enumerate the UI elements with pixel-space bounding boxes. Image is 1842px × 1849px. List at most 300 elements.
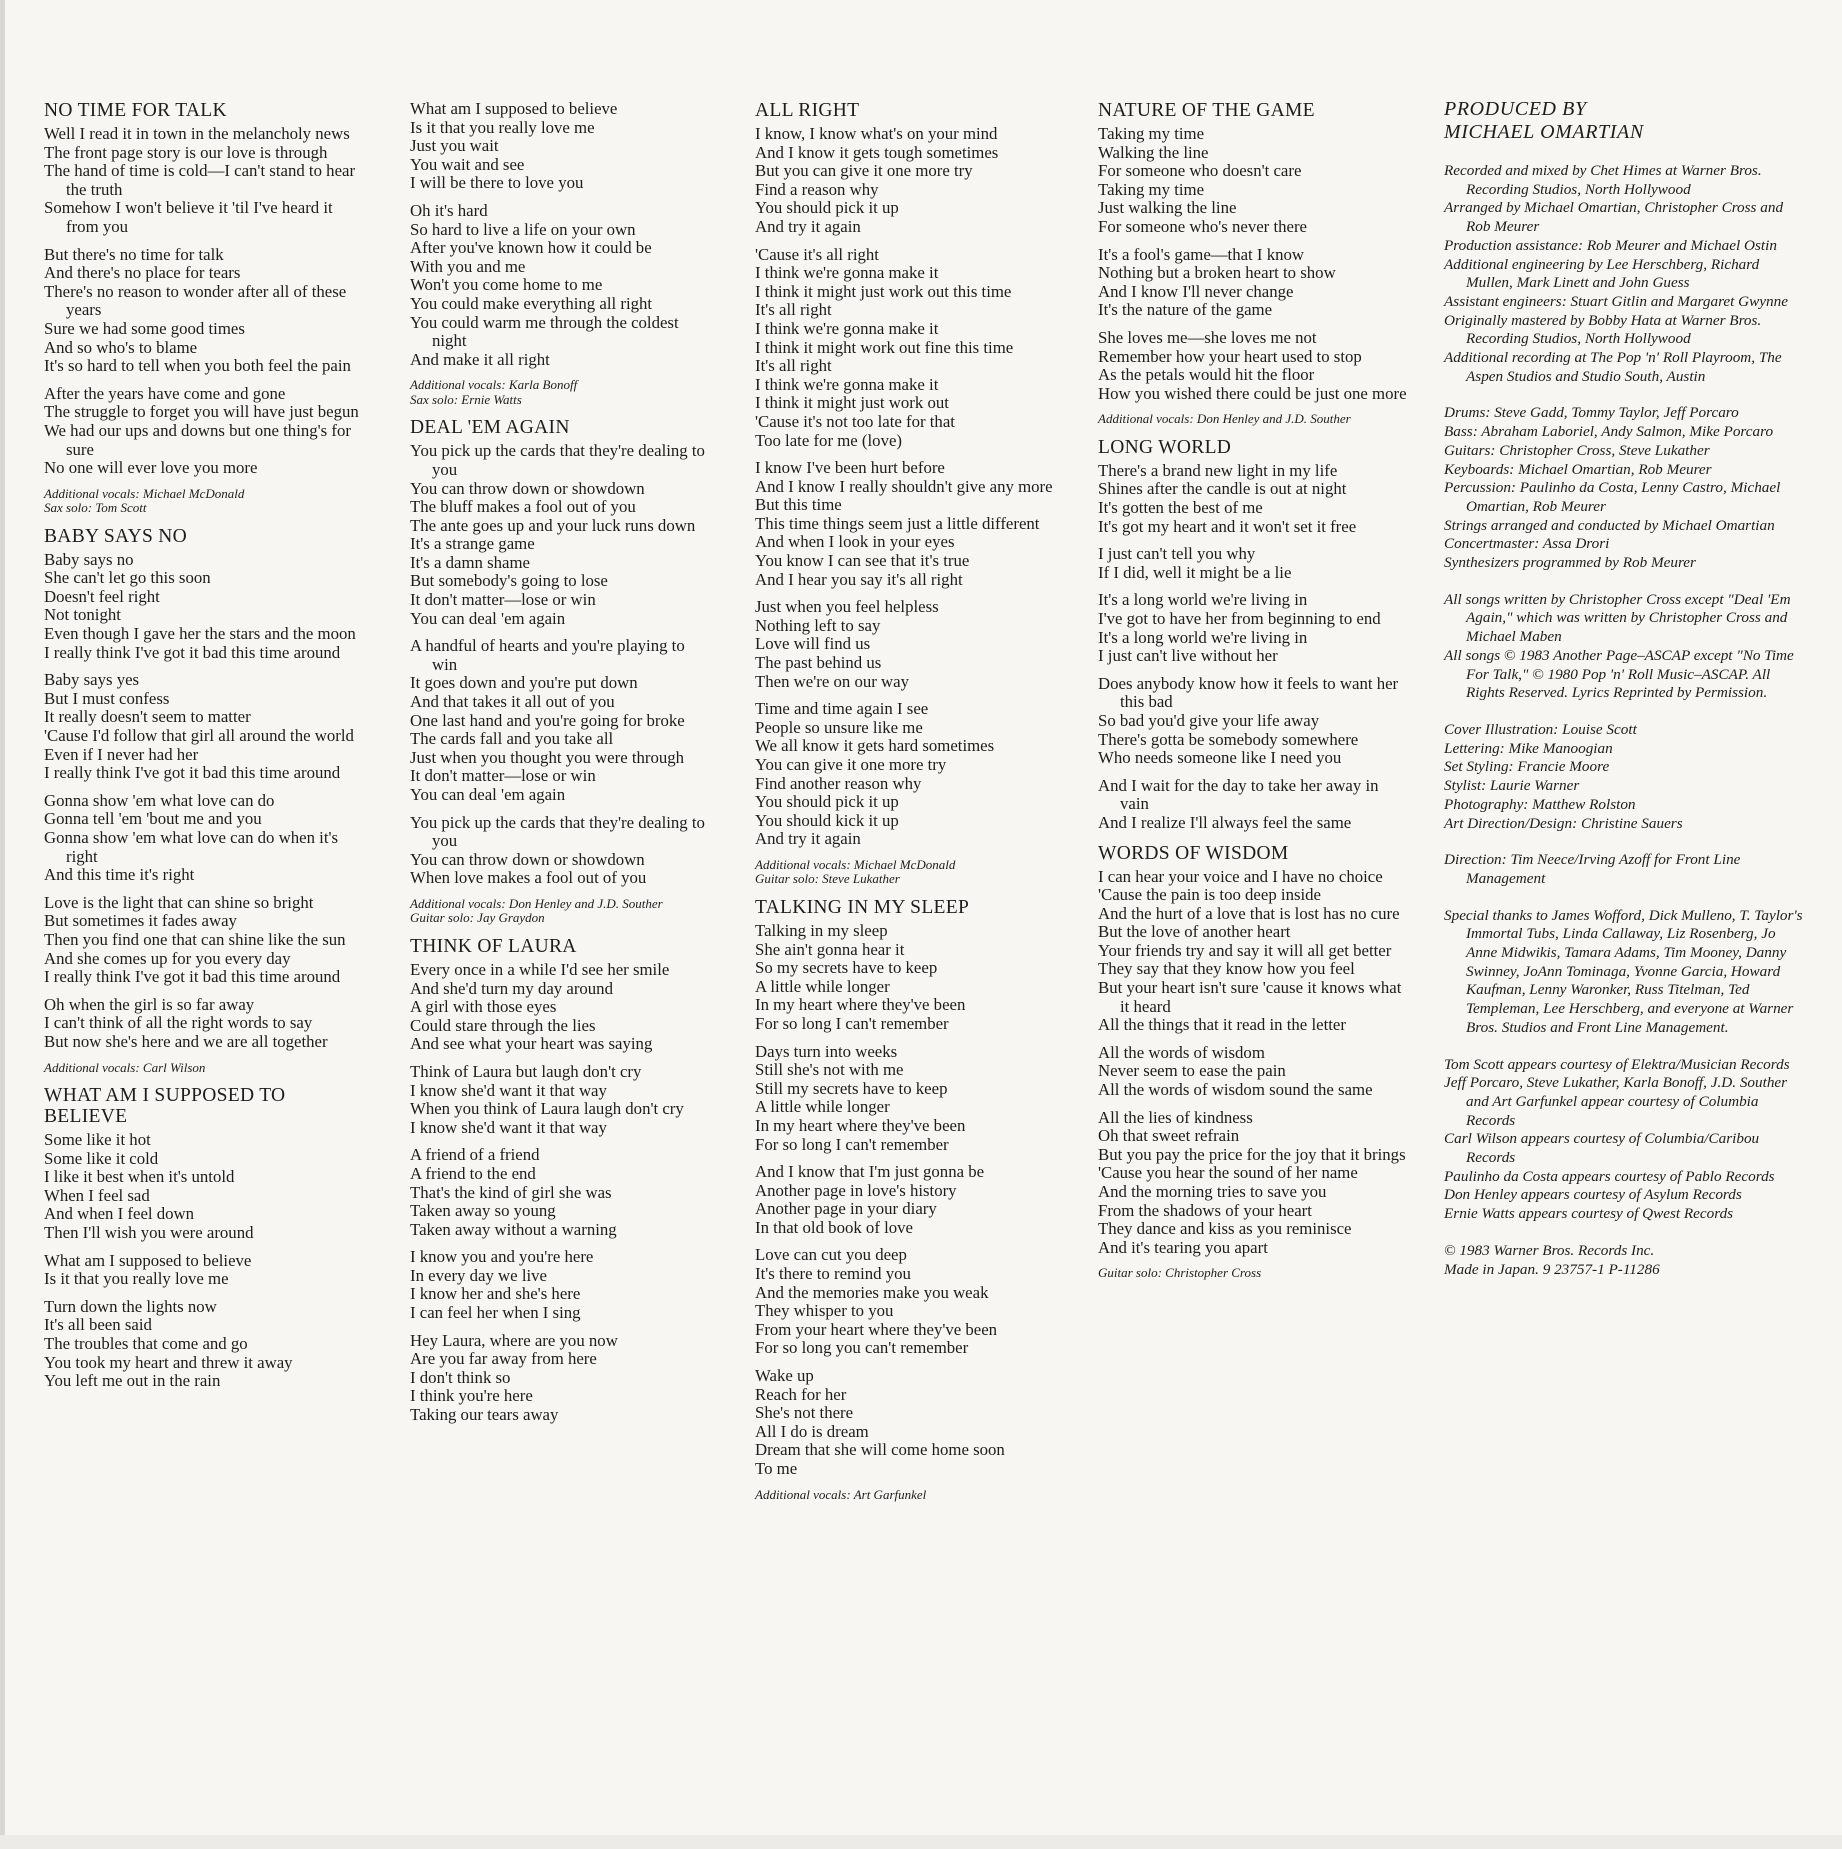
lyric-stanza xyxy=(1098,125,1408,237)
credit-entry: Strings arranged and conducted by Michael Omartian xyxy=(1444,516,1775,534)
lyric-line: If I did, well it might be a lie xyxy=(1098,562,1292,582)
lyric-stanza xyxy=(1098,777,1408,833)
credit-group xyxy=(1444,907,1804,1038)
lyric-stanza xyxy=(755,1246,1060,1358)
lyric-line: Just when you feel helpless xyxy=(755,597,939,617)
song-credits xyxy=(1098,412,1408,427)
lyric-line: You could make everything all right xyxy=(410,293,653,313)
song-credits xyxy=(410,897,710,926)
lyric-line: Shines after the candle is out at night xyxy=(1098,479,1347,499)
lyric-line: Love is the light that can shine so bright xyxy=(44,892,314,912)
lyric-line: And try it again xyxy=(755,216,861,236)
lyric-line: I think it might just work out this time xyxy=(755,281,1012,301)
lyric-line: I don't think so xyxy=(410,1367,511,1387)
lyric-line: It's a long world we're living in xyxy=(1098,590,1308,610)
lyric-line: You pick up the cards that they're dealing to you xyxy=(410,441,705,479)
lyric-line: The ante goes up and your luck runs down xyxy=(410,515,696,535)
lyric-line: She ain't gonna hear it xyxy=(755,939,905,959)
lyric-line: The hand of time is cold—I can't stand to hear the truth xyxy=(44,161,356,199)
credit-group xyxy=(1444,1056,1804,1224)
lyric-line: Sure we had some good times xyxy=(44,318,245,338)
credit-groups xyxy=(1444,162,1804,1279)
song-title: THINK OF LAURA xyxy=(410,935,577,957)
lyric-line: You know I can see that it's true xyxy=(755,551,970,571)
lyric-stanza xyxy=(755,1043,1060,1155)
lyric-line: And the memories make you weak xyxy=(755,1282,989,1302)
lyric-stanza xyxy=(44,125,362,237)
song-title: NATURE OF THE GAME xyxy=(1098,100,1315,121)
lyric-line: Could stare through the lies xyxy=(410,1015,596,1035)
lyric-stanza xyxy=(44,996,362,1052)
song-title: DEAL 'EM AGAIN xyxy=(410,417,570,439)
lyric-line: Turn down the lights now xyxy=(44,1296,217,1316)
lyric-line: It's so hard to tell when you both feel the pain xyxy=(44,356,351,376)
lyric-line: And she comes up for you every day xyxy=(44,948,291,968)
lyric-line: All the words of wisdom sound the same xyxy=(1098,1080,1373,1100)
lyric-line: I can hear your voice and I have no choice xyxy=(1098,866,1383,886)
lyric-line: I know her and she's here xyxy=(410,1284,581,1304)
lyric-line: I think it might just work out xyxy=(755,393,949,413)
lyric-stanza xyxy=(44,1298,362,1391)
credit-line: Guitar solo: Jay Graydon xyxy=(410,910,545,926)
lyric-line: It's a long world we're living in xyxy=(1098,627,1308,647)
lyric-line: I think we're gonna make it xyxy=(755,318,939,338)
lyric-line: And see what your heart was saying xyxy=(410,1034,653,1054)
lyric-line: You should pick it up xyxy=(755,198,899,218)
lyric-line: The bluff makes a fool out of you xyxy=(410,497,636,517)
lyric-line: And the morning tries to save you xyxy=(1098,1182,1327,1201)
lyric-line: Then I'll wish you were around xyxy=(44,1223,254,1242)
song-title: LONG WORLD xyxy=(1098,436,1232,458)
lyric-line: Just when you thought you were through xyxy=(410,747,685,767)
song-title: WORDS OF WISDOM xyxy=(1098,842,1289,864)
credit-line: Sax solo: Tom Scott xyxy=(44,500,147,516)
song-block xyxy=(44,526,362,1075)
credit-entry: Photography: Matthew Rolston xyxy=(1444,795,1636,813)
lyric-line: Gonna show 'em what love can do when it's right xyxy=(44,828,339,866)
lyric-line: Love can cut you deep xyxy=(755,1245,907,1265)
lyric-line: And I hear you say it's all right xyxy=(755,569,963,589)
lyric-line: Taken away without a warning xyxy=(410,1219,617,1239)
credit-line: Additional vocals: Don Henley and J.D. Souther xyxy=(1098,411,1351,427)
lyric-line: In every day we live xyxy=(410,1265,547,1285)
song-block xyxy=(44,1085,362,1391)
lyric-line: Won't you come home to me xyxy=(410,275,603,295)
lyric-line: They whisper to you xyxy=(755,1301,894,1321)
credit-line: Additional vocals: Michael McDonald xyxy=(755,856,956,872)
lyric-stanza xyxy=(44,246,362,376)
lyric-line: A little while longer xyxy=(755,1097,890,1117)
lyric-stanza xyxy=(44,1252,362,1289)
lyric-line: Somehow I won't believe it 'til I've heard it from you xyxy=(44,198,333,236)
song-credits xyxy=(1098,1266,1408,1281)
lyric-line: You should kick it up xyxy=(755,810,899,830)
lyric-stanza xyxy=(755,700,1060,849)
lyric-line: One last hand and you're going for broke xyxy=(410,710,685,730)
lyric-line: Walking the line xyxy=(1098,142,1209,162)
lyric-line: There's gotta be somebody somewhere xyxy=(1098,729,1359,749)
song-title: BABY SAYS NO xyxy=(44,525,188,547)
lyric-line: After the years have come and gone xyxy=(44,383,286,403)
production-credits-column xyxy=(1444,100,1804,1297)
credit-group xyxy=(1444,591,1804,703)
lyric-line: All the words of wisdom xyxy=(1098,1042,1265,1062)
lyric-line: The front page story is our love is through xyxy=(44,142,328,162)
credit-entry: Percussion: Paulinho da Costa, Lenny Castro, Michael Omartian, Rob Meurer xyxy=(1444,479,1781,515)
lyric-line: You can deal 'em again xyxy=(410,608,566,628)
lyric-line: For someone who's never there xyxy=(1098,216,1308,236)
lyric-line: But this time xyxy=(755,495,842,515)
song-credits xyxy=(44,1061,362,1076)
lyric-line: With you and me xyxy=(410,256,526,276)
lyric-line: Even though I gave her the stars and the moon xyxy=(44,624,356,644)
lyric-stanza xyxy=(755,246,1060,451)
lyric-line: There's a brand new light in my life xyxy=(1098,460,1338,480)
lyric-line: But the love of another heart xyxy=(1098,922,1291,942)
lyric-stanza xyxy=(410,202,710,369)
lyric-line: It don't matter—lose or win xyxy=(410,766,596,786)
credit-entry: Cover Illustration: Louise Scott xyxy=(1444,720,1637,738)
song-block xyxy=(755,897,1060,1502)
lyric-line: It's a damn shame xyxy=(410,552,530,572)
lyric-line: Some like it hot xyxy=(44,1130,151,1150)
credit-entry: Direction: Tim Neece/Irving Azoff for Front Line Management xyxy=(1444,851,1741,887)
lyric-line: You can throw down or showdown xyxy=(410,849,645,869)
lyric-line: But your heart isn't sure 'cause it knows what it heard xyxy=(1098,978,1402,1016)
credit-entry: Don Henley appears courtesy of Asylum Records xyxy=(1444,1186,1742,1204)
lyric-stanza xyxy=(755,598,1060,691)
lyric-stanza xyxy=(410,814,710,888)
credit-entry: Synthesizers programmed by Rob Meurer xyxy=(1444,554,1696,572)
lyric-line: And try it again xyxy=(755,829,861,849)
lyric-line: I really think I've got it bad this time around xyxy=(44,967,341,987)
credit-entry: Arranged by Michael Omartian, Christopher Cross and Rob Meurer xyxy=(1444,199,1784,236)
song-credits xyxy=(44,487,362,516)
lyric-line: It really doesn't seem to matter xyxy=(44,707,251,727)
lyric-line: In that old book of love xyxy=(755,1217,913,1237)
lyric-line: I can feel her when I sing xyxy=(410,1303,581,1323)
credit-group xyxy=(1444,1242,1804,1279)
lyric-line: She loves me—she loves me not xyxy=(1098,327,1317,347)
lyric-line: So hard to live a life on your own xyxy=(410,219,636,239)
lyric-line: This time things seem just a little different xyxy=(755,513,1040,533)
lyric-line: That's the kind of girl she was xyxy=(410,1182,612,1202)
lyric-line: A friend of a friend xyxy=(410,1145,540,1165)
lyric-line: It's there to remind you xyxy=(755,1264,911,1284)
lyric-line: Days turn into weeks xyxy=(755,1041,898,1061)
lyric-stanza xyxy=(1098,462,1408,536)
song-block xyxy=(44,100,362,516)
credit-entry: Concertmaster: Assa Drori xyxy=(1444,535,1610,553)
lyric-line: 'Cause it's all right xyxy=(755,244,879,264)
credit-line: Guitar solo: Christopher Cross xyxy=(1098,1265,1262,1281)
lyric-stanza xyxy=(1098,329,1408,403)
credit-entry: Production assistance: Rob Meurer and Michael Ostin xyxy=(1444,236,1777,254)
lyric-line: It don't matter—lose or win xyxy=(410,590,596,610)
lyric-line: I just can't tell you why xyxy=(1098,544,1256,564)
lyric-line: I know she'd want it that way xyxy=(410,1117,607,1137)
lyric-line: I can't think of all the right words to say xyxy=(44,1013,313,1033)
lyric-line: The struggle to forget you will have just begun xyxy=(44,402,359,422)
lyric-line: It's a fool's game—that I know xyxy=(1098,244,1304,264)
lyric-line: I know, I know what's on your mind xyxy=(755,124,998,143)
lyric-line: It goes down and you're put down xyxy=(410,673,638,693)
lyric-line: When I feel sad xyxy=(44,1185,150,1205)
lyric-line: People so unsure like me xyxy=(755,717,923,737)
credit-entry: Made in Japan. 9 23757-1 P-11286 xyxy=(1444,1260,1660,1278)
lyric-stanza xyxy=(410,442,710,628)
credit-entry: Art Direction/Design: Christine Sauers xyxy=(1444,814,1683,832)
lyric-line: Taking my time xyxy=(1098,179,1205,199)
credit-entry: Additional engineering by Lee Herschberg, Richard Mullen, Mark Linett and John Guess xyxy=(1444,255,1760,292)
lyric-line: And I realize I'll always feel the same xyxy=(1098,812,1352,832)
lyric-line: Another page in love's history xyxy=(755,1180,957,1200)
lyric-line: But there's no time for talk xyxy=(44,244,224,264)
lyric-line: It's the nature of the game xyxy=(1098,300,1273,320)
credit-group xyxy=(1444,851,1804,888)
lyric-line: The cards fall and you take all xyxy=(410,729,614,749)
lyric-line: They say that they know how you feel xyxy=(1098,959,1355,979)
paper-edge-bottom xyxy=(0,1835,1842,1849)
lyric-line: For someone who doesn't care xyxy=(1098,161,1302,181)
lyric-line: Oh when the girl is so far away xyxy=(44,994,255,1014)
lyric-line: Time and time again I see xyxy=(755,699,929,719)
lyric-line: What am I supposed to believe xyxy=(410,99,618,118)
lyric-line: Think of Laura but laugh don't cry xyxy=(410,1061,642,1081)
lyric-stanza xyxy=(410,1332,710,1425)
credit-group xyxy=(1444,162,1804,386)
credit-entry: Stylist: Laurie Warner xyxy=(1444,777,1580,795)
lyric-line: Oh it's hard xyxy=(410,200,488,220)
lyric-stanza xyxy=(755,1367,1060,1479)
lyric-stanza xyxy=(1098,1109,1408,1258)
lyric-line: And I know I really shouldn't give any more xyxy=(755,476,1053,496)
lyric-line: Wake up xyxy=(755,1366,814,1386)
lyric-line: We had our ups and downs but one thing's for sure xyxy=(44,420,351,459)
lyric-line: And I know I'll never change xyxy=(1098,281,1294,301)
lyric-line: Taking my time xyxy=(1098,124,1205,143)
lyric-line: All the things that it read in the letter xyxy=(1098,1015,1346,1035)
lyric-line: Never seem to ease the pain xyxy=(1098,1061,1286,1081)
credit-line: Additional vocals: Karla Bonoff xyxy=(410,377,578,393)
lyric-stanza xyxy=(410,961,710,1054)
lyric-line: Find a reason why xyxy=(755,179,879,199)
lyric-line: And I wait for the day to take her away in vain xyxy=(1098,775,1379,814)
lyric-line: And this time it's right xyxy=(44,865,195,885)
lyric-line: You took my heart and threw it away xyxy=(44,1352,293,1372)
lyric-line: I know she'd want it that way xyxy=(410,1080,607,1100)
credit-group xyxy=(1444,404,1804,572)
lyric-line: We all know it gets hard sometimes xyxy=(755,736,995,756)
lyric-line: And make it all right xyxy=(410,349,550,369)
song-credits xyxy=(755,858,1060,887)
credit-line: Guitar solo: Steve Lukather xyxy=(755,871,900,887)
lyric-line: Reach for her xyxy=(755,1384,847,1404)
lyrics-column-1 xyxy=(44,100,362,1401)
lyric-line: I know you and you're here xyxy=(410,1247,594,1267)
lyric-line: Love will find us xyxy=(755,634,871,654)
credit-line: Additional vocals: Carl Wilson xyxy=(44,1059,206,1075)
lyric-line: I think we're gonna make it xyxy=(755,263,939,283)
lyric-line: Nothing but a broken heart to show xyxy=(1098,263,1336,283)
song-block xyxy=(755,100,1060,887)
lyric-stanza xyxy=(410,1146,710,1239)
lyric-line: Talking in my sleep xyxy=(755,920,888,940)
lyric-stanza xyxy=(755,1163,1060,1237)
lyric-line: You can give it one more try xyxy=(755,755,947,774)
lyric-line: A little while longer xyxy=(755,976,890,996)
lyric-line: It's gotten the best of me xyxy=(1098,498,1263,517)
lyric-stanza xyxy=(755,922,1060,1034)
lyric-line: Well I read it in town in the melancholy news xyxy=(44,124,350,143)
lyric-line: In my heart where they've been xyxy=(755,995,966,1015)
lyric-line: No one will ever love you more xyxy=(44,458,258,478)
lyric-stanza xyxy=(755,125,1060,237)
lyric-line: 'Cause you hear the sound of her name xyxy=(1098,1163,1358,1183)
lyric-line: Some like it cold xyxy=(44,1148,159,1168)
lyric-line: All the lies of kindness xyxy=(1098,1107,1253,1127)
lyric-line: They dance and kiss as you reminisce xyxy=(1098,1219,1352,1239)
credit-entry: All songs written by Christopher Cross except "Deal 'Em Again," which was written by Christopher Cross and Michael Maben xyxy=(1444,590,1791,646)
credit-entry: Paulinho da Costa appears courtesy of Pablo Records xyxy=(1444,1167,1775,1185)
song-block xyxy=(410,100,710,407)
lyric-line: Nothing left to say xyxy=(755,615,881,635)
lyric-stanza xyxy=(44,894,362,987)
lyric-line: I think it might work out fine this time xyxy=(755,337,1014,357)
lyric-line: And there's no place for tears xyxy=(44,263,241,283)
lyric-line: But now she's here and we are all together xyxy=(44,1031,328,1051)
lyric-line: And so who's to blame xyxy=(44,337,198,357)
credit-line: Additional vocals: Art Garfunkel xyxy=(755,1486,927,1502)
lyric-line: So my secrets have to keep xyxy=(755,958,938,978)
lyric-line: But you can give it one more try xyxy=(755,161,973,181)
lyric-stanza xyxy=(44,671,362,783)
lyric-line: When you think of Laura laugh don't cry xyxy=(410,1099,684,1119)
lyric-stanza xyxy=(1098,545,1408,582)
lyric-line: For so long you can't remember xyxy=(755,1338,969,1358)
lyric-line: Remember how your heart used to stop xyxy=(1098,346,1362,366)
credit-line: Additional vocals: Don Henley and J.D. Souther xyxy=(410,895,663,911)
lyric-stanza xyxy=(1098,868,1408,1035)
lyric-line: She's not there xyxy=(755,1403,854,1423)
song-title: NO TIME FOR TALK xyxy=(44,100,227,121)
lyric-stanza xyxy=(410,1248,710,1322)
lyric-stanza xyxy=(44,385,362,478)
lyric-line: So bad you'd give your life away xyxy=(1098,710,1320,730)
credit-entry: Jeff Porcaro, Steve Lukather, Karla Bonoff, J.D. Souther and Art Garfunkel appear courtesy of Columbia Records xyxy=(1444,1074,1788,1129)
lyric-line: What am I supposed to believe xyxy=(44,1250,252,1270)
lyric-stanza xyxy=(1098,591,1408,665)
lyric-stanza xyxy=(410,100,710,193)
lyric-line: It's got my heart and it won't set it free xyxy=(1098,516,1357,536)
credit-entry: Ernie Watts appears courtesy of Qwest Records xyxy=(1444,1205,1734,1223)
lyric-line: I will be there to love you xyxy=(410,173,584,193)
lyric-line: All I do is dream xyxy=(755,1421,869,1441)
lyric-line: You could warm me through the coldest night xyxy=(410,312,679,351)
lyric-line: You left me out in the rain xyxy=(44,1371,221,1391)
lyric-line: For so long I can't remember xyxy=(755,1134,949,1154)
lyric-line: And I know it gets tough sometimes xyxy=(755,142,999,162)
song-title: WHAT AM I SUPPOSED TO BELIEVE xyxy=(44,1085,286,1128)
lyric-line: To me xyxy=(755,1459,798,1478)
lyric-line: 'Cause the pain is too deep inside xyxy=(1098,885,1321,905)
lyric-line: Another page in your diary xyxy=(755,1199,937,1219)
lyric-line: Too late for me (love) xyxy=(755,430,902,450)
song-block xyxy=(410,417,710,926)
lyric-line: And I know that I'm just gonna be xyxy=(755,1162,985,1182)
lyrics-column-2 xyxy=(410,100,710,1435)
song-block xyxy=(1098,843,1408,1281)
credit-entry: Tom Scott appears courtesy of Elektra/Musician Records xyxy=(1444,1055,1790,1073)
credit-entry: Additional recording at The Pop 'n' Roll Playroom, The Aspen Studios and Studio South, Austin xyxy=(1444,349,1782,385)
lyric-line: I know I've been hurt before xyxy=(755,458,945,478)
lyric-stanza xyxy=(755,459,1060,589)
lyric-line: Just walking the line xyxy=(1098,198,1237,218)
credit-entry: Originally mastered by Bobby Hata at Warner Bros. Recording Studios, North Hollywood xyxy=(1444,311,1762,348)
lyric-line: Is it that you really love me xyxy=(410,117,595,137)
lyric-line: Even if I never had her xyxy=(44,744,199,764)
lyric-line: In my heart where they've been xyxy=(755,1115,966,1135)
lyric-line: You can deal 'em again xyxy=(410,785,566,804)
lyric-stanza xyxy=(410,1063,710,1137)
lyric-line: Dream that she will come home soon xyxy=(755,1440,1005,1460)
lyric-line: I've got to have her from beginning to end xyxy=(1098,608,1381,628)
lyric-line: Still she's not with me xyxy=(755,1060,904,1080)
lyric-line: And when I feel down xyxy=(44,1204,195,1224)
lyric-line: From the shadows of your heart xyxy=(1098,1200,1312,1220)
lyric-line: It's all been said xyxy=(44,1315,152,1335)
credit-entry: Assistant engineers: Stuart Gitlin and Margaret Gwynne xyxy=(1444,292,1788,310)
lyric-line: Baby says no xyxy=(44,549,134,569)
lyric-line: Gonna show 'em what love can do xyxy=(44,790,275,810)
lyric-stanza xyxy=(44,792,362,885)
lyric-line: And she'd turn my day around xyxy=(410,978,613,998)
lyric-line: You should pick it up xyxy=(755,792,899,812)
credit-entry: Special thanks to James Wofford, Dick Mulleno, T. Taylor's Immortal Tubs, Linda Callaway, Liz Rosenberg, Jo Anne Midwikis, Tamara Adams, Tim Mooney, Danny Swinney, JoAnn Tominaga, Yvonne Garcia, Howard Kaufman, Lenny Waronker, Russ Titelman, Ted Templeman, Lee Herschberg, and everyone at Warner Bros. Studios and Front Line Management. xyxy=(1444,906,1803,1036)
lyric-line: Gonna tell 'em 'bout me and you xyxy=(44,809,262,829)
lyric-stanza xyxy=(44,551,362,663)
lyric-line: There's no reason to wonder after all of these years xyxy=(44,281,347,320)
lyric-line: You can throw down or showdown xyxy=(410,478,645,498)
lyric-line: 'Cause I'd follow that girl all around the world xyxy=(44,726,354,746)
song-title: ALL RIGHT xyxy=(755,100,860,121)
lyric-line: She can't let go this soon xyxy=(44,568,211,588)
lyric-line: Not tonight xyxy=(44,605,121,625)
lyric-line: Doesn't feel right xyxy=(44,586,160,606)
lyric-line: Oh that sweet refrain xyxy=(1098,1126,1240,1146)
song-credits xyxy=(410,378,710,407)
lyric-line: For so long I can't remember xyxy=(755,1013,949,1033)
lyric-line: It's all right xyxy=(755,300,832,320)
lyric-line: How you wished there could be just one more xyxy=(1098,383,1407,403)
lyric-line: But I must confess xyxy=(44,688,170,708)
credit-entry: Keyboards: Michael Omartian, Rob Meurer xyxy=(1444,460,1712,478)
lyric-line: As the petals would hit the floor xyxy=(1098,365,1315,385)
credit-entry: Recorded and mixed by Chet Himes at Warner Bros. Recording Studios, North Hollywood xyxy=(1444,162,1762,198)
lyric-line: Find another reason why xyxy=(755,773,922,793)
lyric-stanza xyxy=(1098,1044,1408,1100)
lyric-line: A friend to the end xyxy=(410,1163,536,1183)
lyric-line: I really think I've got it bad this time around xyxy=(44,763,341,783)
lyric-line: I like it best when it's untold xyxy=(44,1167,235,1187)
lyric-line: The past behind us xyxy=(755,653,882,673)
lyric-line: Every once in a while I'd see her smile xyxy=(410,959,670,979)
lyric-line: And the hurt of a love that is lost has no cure xyxy=(1098,903,1400,923)
song-block xyxy=(1098,437,1408,833)
lyric-line: And when I look in your eyes xyxy=(755,532,955,552)
lyric-line: I really think I've got it bad this time around xyxy=(44,642,341,662)
lyric-line: Taken away so young xyxy=(410,1201,556,1221)
